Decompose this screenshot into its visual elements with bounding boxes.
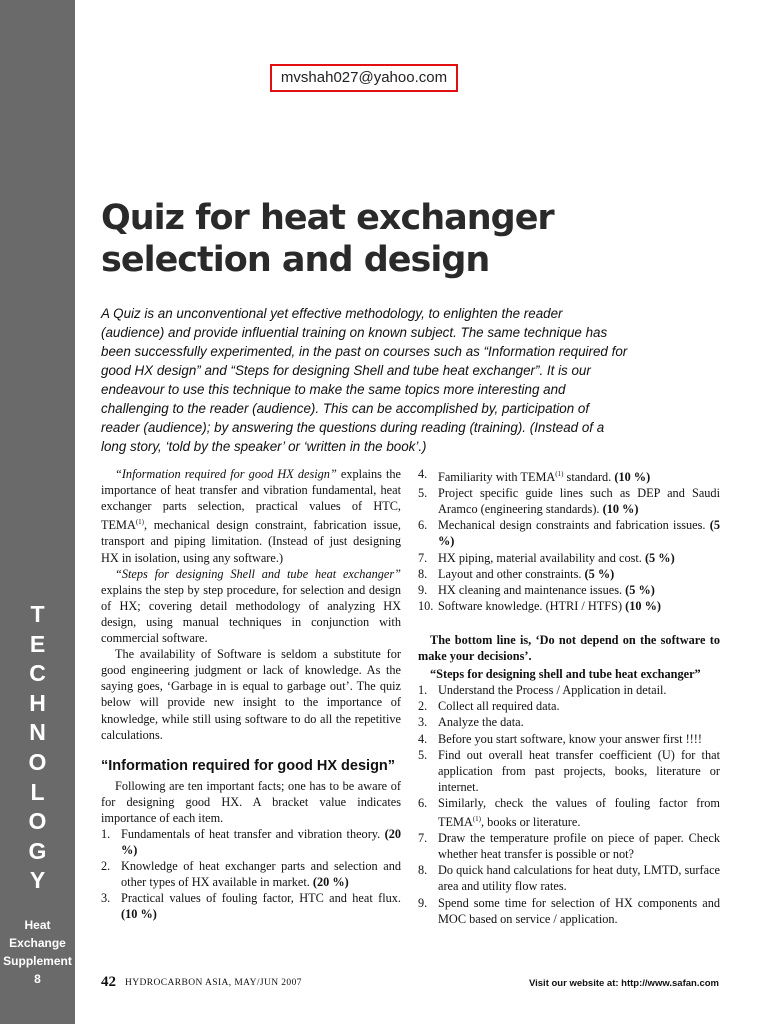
section-letter: T [30,601,45,627]
list-item: 2. Collect all required data. [418,699,560,714]
section-letter: G [28,837,47,864]
section-letter: L [30,778,45,805]
section-letter: N [29,719,46,746]
list-item: 9. Spend some time for selection of HX components and MOC based on service / application. [418,895,720,926]
paragraph: “Information required for good HX design” explains the importance of heat transfer and vibration fundamental, heat exchanger parts selection, practical values of HTC, TEMA$^{(1)}$, mechanical design constraint, fabrication issue, transport and piping limitation. (Instead of just designing HX in isolation, using any software.) [101,467,401,565]
supplement-label: Heat Exchange Supplement 8 [3,918,72,986]
section-heading: “Steps for designing shell and tube heat exchanger” [430,667,701,682]
list-item: 4. Before you start software, know your answer first !!!! [418,731,702,746]
list-item: 10. Software knowledge. (HTRI / HTFS) (10 %) [418,598,662,613]
list-item: 8. Do quick hand calculations for heat duty, LMTD, surface area and utility flow rates. [418,863,720,894]
section-letter: O [28,748,47,775]
page-number: 42 [101,974,116,990]
article-intro: A Quiz is an unconventional yet effective methodology, to enlighten the reader (audience) and provide influential training on known subject. The same technique has been successfully experimented, in the past on courses such as “Information required for good HX design” and “Steps for designing Shell and tube heat exchanger”. It is our endeavour to use this technique to make the same topics more interesting and challenging to the reader (audience). This can be accomplished by, participation of reader (audience); by answering the questions during reading (training). (Instead of a long story, ‘told by the speaker’ or ‘written in the book’.) [101,306,628,454]
paragraph: “Steps for designing Shell and tube heat exchanger” explains the step by step procedure, for selection and design of HX; covering detail methodology of analyzing HX design, using manual techniques in conjunction with commercial software. [101,566,401,646]
section-letter: O [28,808,47,835]
list-item: 8. Layout and other constraints. (5 %) [418,566,615,581]
facts-list-continued [418,466,720,614]
list-item: 5. Project specific guide lines such as DEP and Saudi Aramco (engineering standards). (10 %) [418,486,720,517]
list-item: 9. HX cleaning and maintenance issues. (5 %) [418,582,655,597]
bottom-line: The bottom line is, ‘Do not depend on the software to make your decisions’. [418,632,720,664]
author-email: mvshah027@yahoo.com [270,64,458,92]
facts-list [101,826,401,923]
body-column-right [418,466,720,927]
website-link[interactable]: Visit our website at: http://www.safan.com [528,978,719,989]
body-column-left [101,466,401,923]
section-label-technology [0,600,75,896]
section-letter: C [29,660,46,687]
list-item: 7. HX piping, material availability and cost. (5 %) [418,550,675,565]
paragraph: The availability of Software is seldom a substitute for good engineering judgment or lack of knowledge. As the saying goes, ‘Garbage in is equal to garbage out’. The quiz below will provide new insight to the importance of knowledge, while still using software to do all the repetitive calculations. [101,647,401,742]
list-item: 3. Analyze the data. [418,715,524,730]
list-item: 3. Practical values of fouling factor, HTC and heat flux. (10 %) [101,891,401,922]
list-item: 6. Mechanical design constraints and fabrication issues. (5 %) [418,518,720,549]
list-item: 1. Fundamentals of heat transfer and vibration theory. (20 %) [101,826,401,858]
article-title: Quiz for heat exchanger selection and design [101,198,554,280]
paragraph: Following are ten important facts; one has to be aware of for designing good HX. A bracket value indicates importance of each item. [101,778,401,825]
magazine-issue: HYDROCARBON ASIA, MAY/JUN 2007 [125,978,302,988]
list-item: 5. Find out overall heat transfer coefficient (U) for that application from past projects, books, literature or internet. [418,747,720,794]
section-letter: Y [29,867,46,894]
steps-list [418,682,720,927]
list-item: 4. Familiarity with TEMA$^{(1)}$ standard. (10 %) [418,467,651,485]
section-letter: H [29,689,46,716]
list-item: 2. Knowledge of heat exchanger parts and selection and other types of HX available in market. (20 %) [101,859,401,890]
list-item: 7. Draw the temperature profile on piece of paper. Check whether heat transfer is possible or not? [418,831,720,862]
page-footer [101,976,719,992]
list-item: 1. Understand the Process / Application in detail. [418,683,667,698]
section-letter: E [29,630,46,657]
section-heading: “Information required for good HX design” [101,757,396,774]
list-item: 6. Similarly, check the values of fouling factor from TEMA$^{(1)}$, books or literature. [418,795,720,830]
